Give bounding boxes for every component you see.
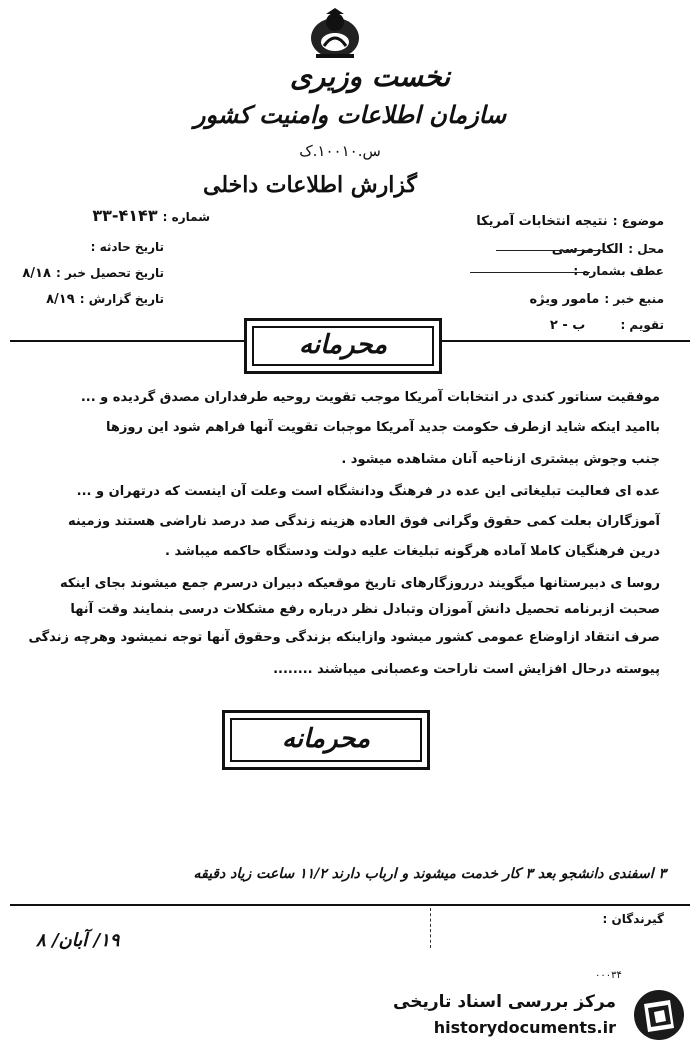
confidential-stamp-top-text: محرمانه [298, 330, 388, 360]
confidential-stamp-top [244, 318, 442, 374]
subject-value: نتیجه انتخابات آمریکا [476, 214, 608, 229]
body-line: روسا ی دبیرستانها میگویند درروزگارهای تاریخ موقعیکه دبیران درسرم جمع میشوند بجای اینکه [60, 576, 660, 591]
body-line: موفقیت سناتور کندی در انتخابات آمریکا موجب تقویت روحیه طرفداران مصدق گردیده و ... [80, 390, 660, 405]
number-value: ۴۱۴۳-۳۳ [92, 206, 158, 225]
reference-field [573, 260, 664, 279]
source-label: منبع خبر : [604, 292, 664, 306]
source-field [529, 288, 664, 307]
confidential-stamp-bottom-text: محرمانه [281, 724, 371, 754]
place-field [552, 238, 664, 257]
event-date-field [10, 236, 164, 255]
office-title: نخست وزیری [289, 60, 451, 93]
body-line: آموزگاران بعلت کمی حقوق وگرانی فوق العاده هزینه زندگی صد درصد ناراضی هستند وزمینه [67, 514, 660, 529]
subject-label: موضوع : [612, 214, 664, 228]
place-label: محل : [628, 242, 664, 256]
lion-and-sun-emblem-icon [306, 8, 364, 60]
place-value: الکارمرسی [551, 242, 624, 257]
report-title: گزارش اطلاعات داخلی [203, 172, 417, 198]
reference-underline [470, 272, 590, 273]
number-label: شماره : [162, 210, 210, 224]
news-date-value: ۸/۱۸ [22, 266, 51, 281]
report-date-field [10, 288, 164, 307]
report-date-label: تاریخ گزارش : [79, 292, 164, 306]
handwritten-note: ۳ اسفندی دانشجو بعد ۳ کار خدمت میشوند و ارباب دارند ۱۱/۲ ساعت زیاد دقیقه [193, 866, 666, 882]
handwritten-date: ۱۹/ آبان/ ۸ [36, 930, 120, 951]
body-line: پیوسته درحال افزایش است ناراحت وعصبانی میباشند ........ [273, 662, 660, 677]
body-line: درین فرهنگیان کاملا آماده هرگونه تبلیغات علیه دولت ودستگاه حاکمه میباشد . [165, 544, 660, 559]
archive-center-name: مرکز بررسی اسناد تاریخی [393, 992, 616, 1012]
document-serial: ۰۰۰۳۴ [595, 970, 622, 981]
reference-label: عطف بشماره : [573, 264, 664, 278]
report-date-value: ۸/۱۹ [46, 292, 75, 307]
recipients-divider [430, 908, 432, 948]
body-line: عده ای فعالیت تبلیغاتی این عده در فرهنگ ودانشگاه است وعلت آن اینست که درتهران و ... [76, 484, 660, 499]
archive-center-logo-icon [630, 988, 688, 1042]
body-line: جنب وجوش بیشتری ازناحیه آنان مشاهده میشود . [341, 452, 660, 467]
body-line: باامید اینکه شاید ازطرف حکومت جدید آمریکا موجبات تقویت آنها فراهم شود این روزها [105, 420, 660, 435]
recipients-label: گیرندگان : [602, 912, 664, 926]
footer-divider [10, 904, 690, 906]
reference-code: س.۱۰۰۱۰.ک [299, 142, 381, 160]
body-line: صحبت ازبرنامه تحصیل دانش آموزان وتبادل نظر درباره رفع مشکلات درسی بنمایند وقت آنها [70, 602, 660, 617]
rating-value: ب - ۲ [549, 318, 586, 333]
news-date-field [10, 262, 164, 281]
source-value: مامور ویژه [529, 292, 600, 307]
organization-name: سازمان اطلاعات وامنیت کشور [193, 100, 507, 129]
body-line: صرف انتقاد ازاوضاع عمومی کشور میشود وازاینکه بزندگی وحقوق آنها توجه نمیشود وهرچه زندگی [28, 630, 660, 645]
number-field [10, 206, 210, 225]
subject-field [476, 210, 664, 229]
confidential-stamp-bottom [222, 710, 430, 770]
news-date-label: تاریخ تحصیل خبر : [55, 266, 164, 280]
archive-website: historydocuments.ir [433, 1018, 616, 1037]
rating-field [550, 314, 664, 333]
rating-label: تقویم : [620, 318, 664, 332]
place-underline [496, 250, 606, 251]
event-date-label: تاریخ حادثه : [90, 240, 164, 254]
